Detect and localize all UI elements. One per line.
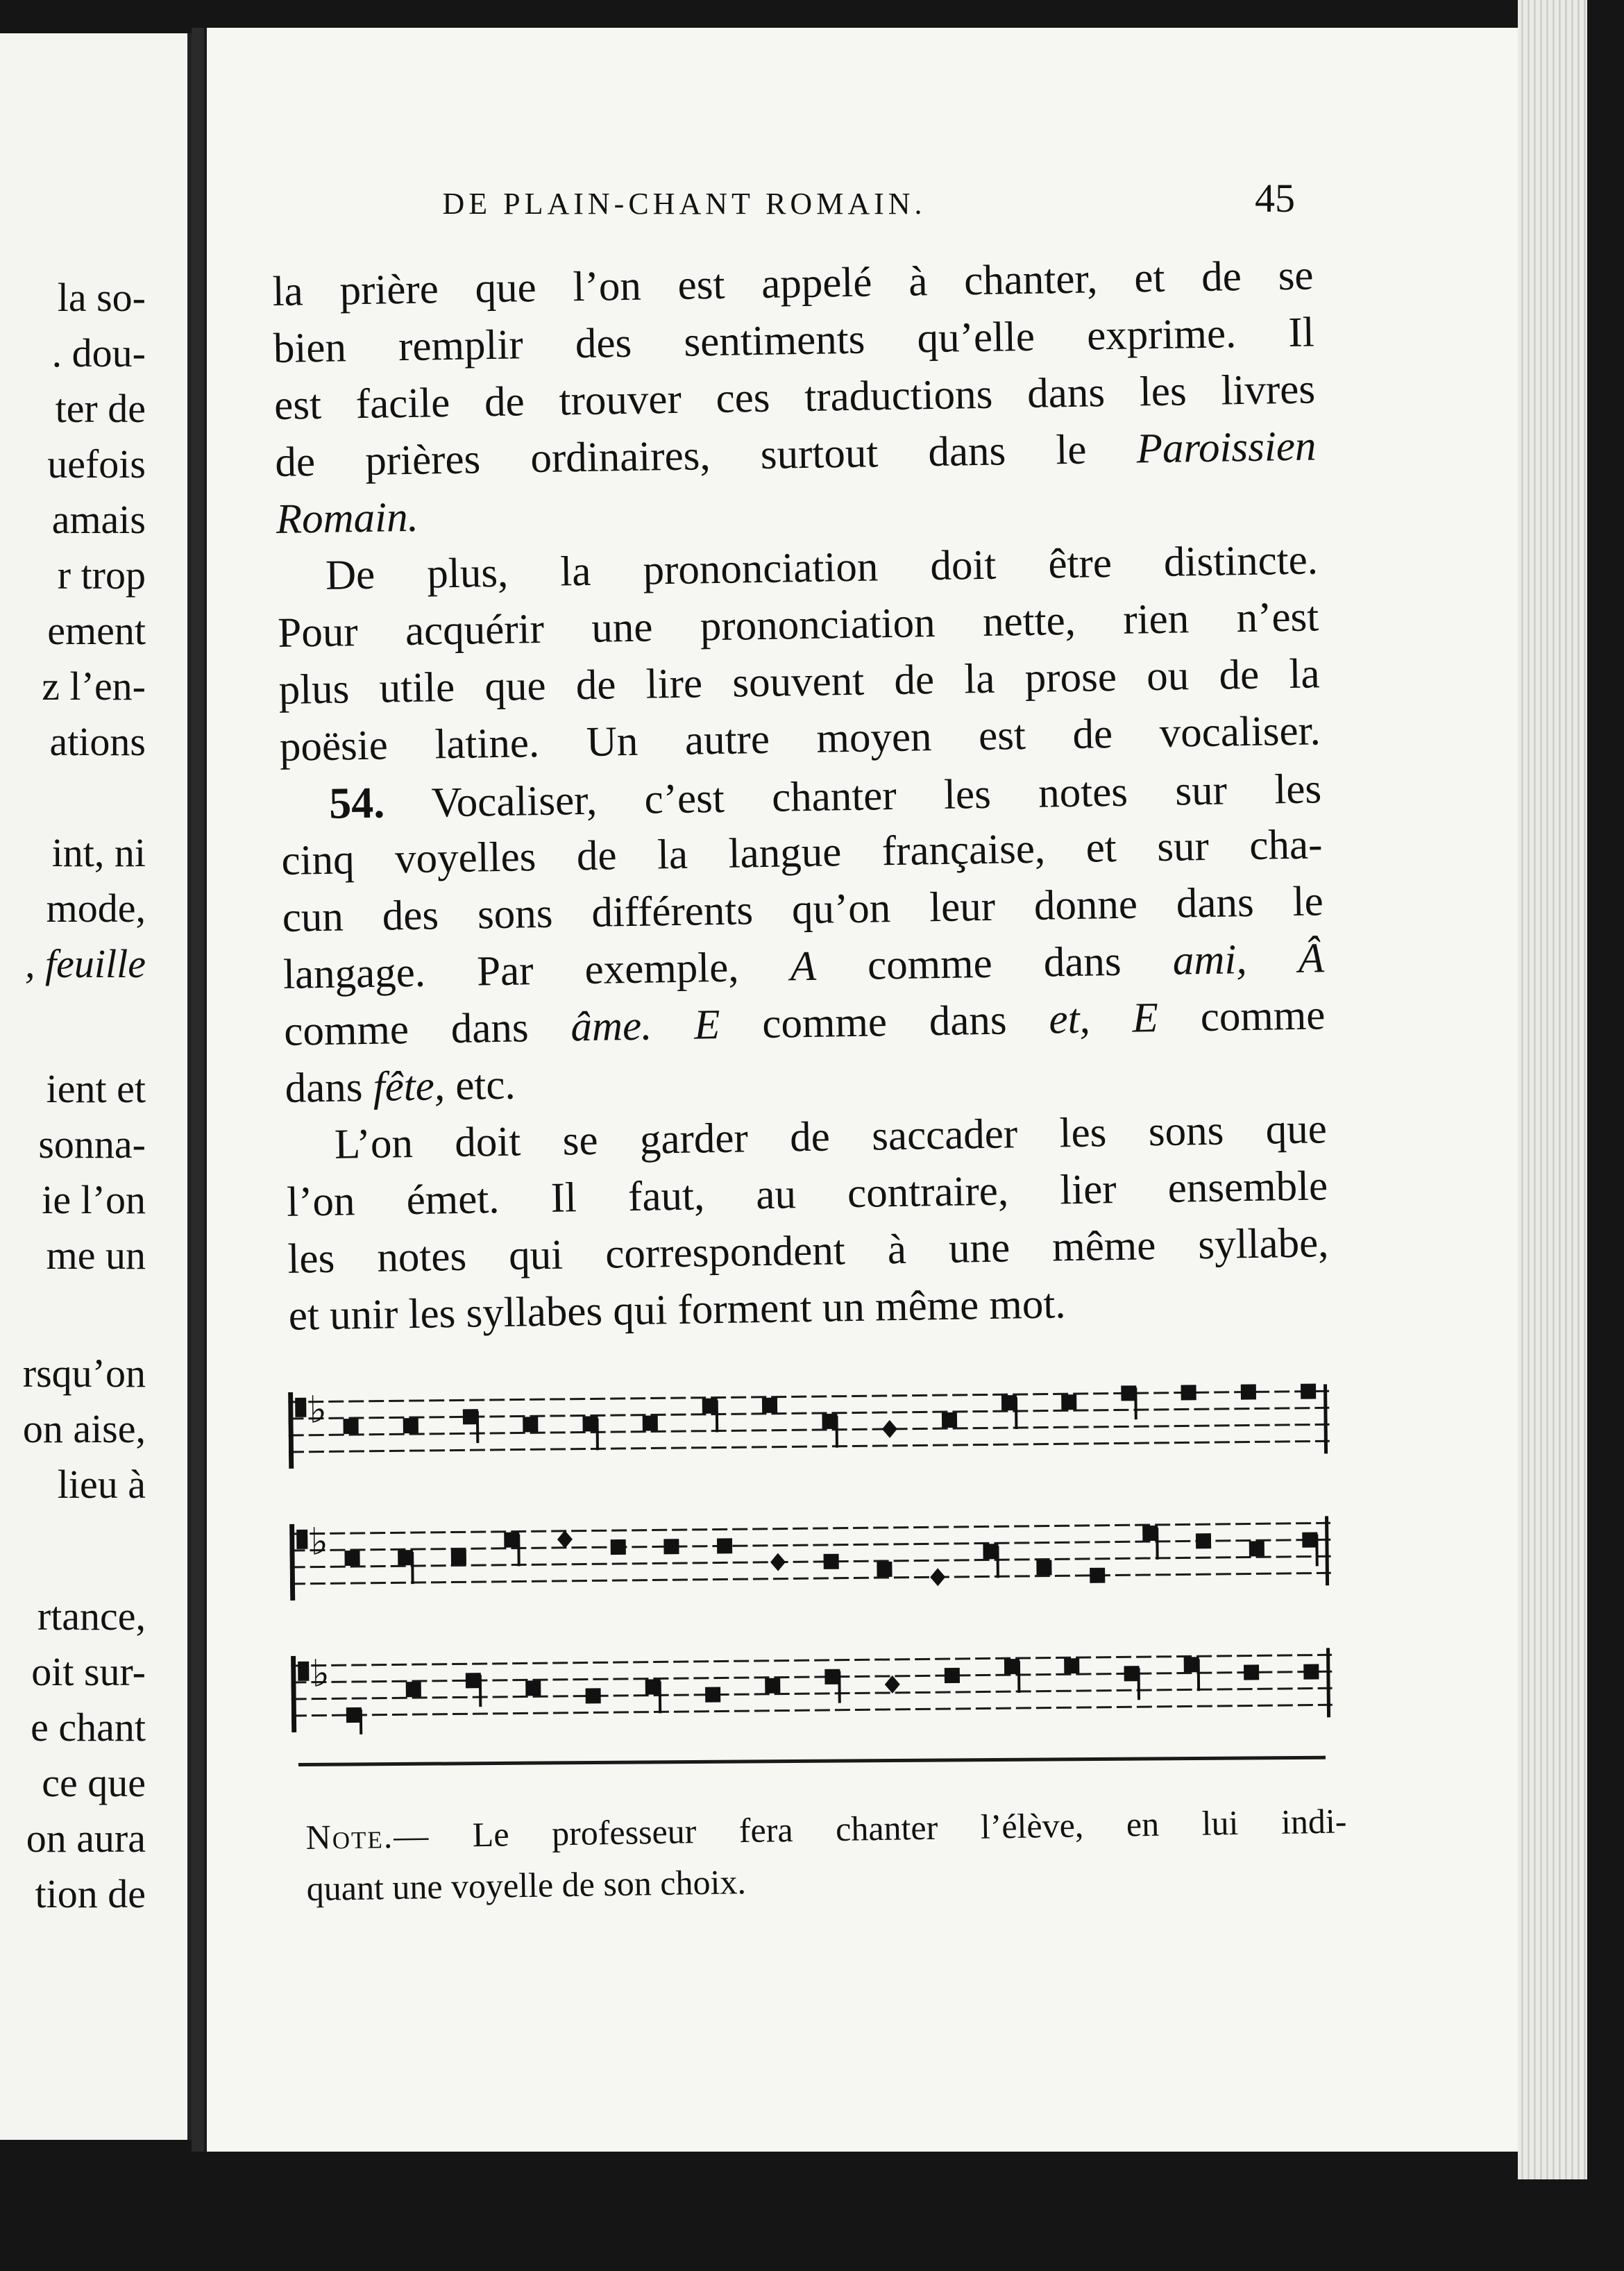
staff-start-bar xyxy=(291,1656,296,1732)
italic-title: Romain. xyxy=(276,493,419,543)
neume-punctum xyxy=(1001,1395,1017,1410)
left-page-fragment: oit sur- xyxy=(31,1649,146,1694)
left-page-fragment: mode, xyxy=(46,886,146,931)
staff-start-bar xyxy=(288,1392,294,1469)
neume-punctum xyxy=(663,1539,679,1554)
italic-vowel: Â xyxy=(1298,935,1325,982)
left-page-fragment: , feuille xyxy=(25,941,146,986)
italic-word: et, xyxy=(1048,995,1091,1043)
left-page-fragment: amais xyxy=(51,497,146,542)
neume-punctum xyxy=(406,1682,421,1697)
chant-staff-2 xyxy=(289,1509,1331,1603)
staff-line xyxy=(289,1424,1330,1435)
text-line: l’on émet. Il faut, au contraire, lier ensemble xyxy=(286,1163,1328,1226)
text-line: poësie latine. Un autre moyen est de vocaliser. xyxy=(279,707,1321,770)
staff-end-bar xyxy=(1323,1384,1328,1453)
flat-sign: ♭ xyxy=(311,1651,330,1696)
staff-line xyxy=(291,1688,1333,1699)
neume-punctum xyxy=(762,1398,777,1413)
text-span: langage. Par exemple, xyxy=(282,944,740,998)
neume-punctum xyxy=(403,1418,418,1433)
staff-line xyxy=(288,1391,1329,1402)
left-page-fragment: ie l’on xyxy=(42,1177,146,1222)
book-gutter xyxy=(192,28,204,2152)
neume-punctum xyxy=(463,1409,478,1424)
italic-title: Paroissien xyxy=(1136,423,1317,473)
neume-punctum xyxy=(824,1669,840,1685)
left-page-fragment: ter de xyxy=(55,386,146,431)
neume-stem xyxy=(1197,1659,1200,1691)
left-page-fragment: uefois xyxy=(47,441,146,487)
neume-punctum xyxy=(1004,1659,1020,1674)
neume-punctum xyxy=(1301,1383,1316,1399)
neume-punctum xyxy=(582,1416,598,1431)
neume-punctum xyxy=(1061,1394,1076,1410)
neume-stem xyxy=(1017,1661,1020,1693)
page-edges xyxy=(1518,0,1587,2179)
neume-punctum xyxy=(504,1533,519,1548)
clef xyxy=(295,1398,306,1417)
page-number: 45 xyxy=(1255,176,1295,221)
text-span: Vocaliser, c’est chanter les notes sur les xyxy=(431,766,1322,827)
text-line: Pour acquérir une prononciation nette, rien n’est xyxy=(277,593,1319,657)
italic-vowel: E xyxy=(1132,995,1159,1042)
text-span: comme dans xyxy=(867,938,1122,989)
neume-rhombus xyxy=(770,1553,786,1571)
neume-rhombus xyxy=(885,1675,900,1694)
text-line: les notes qui correspondent à une même syllabe, xyxy=(287,1219,1329,1283)
neume-punctum xyxy=(525,1680,541,1696)
italic-word: fête, xyxy=(373,1063,446,1111)
clef xyxy=(298,1662,309,1681)
flat-sign: ♭ xyxy=(308,1387,328,1432)
text-line: plus utile que de lire souvent de la prose ou de la xyxy=(278,650,1320,714)
neume-punctum xyxy=(983,1544,998,1559)
italic-vowel: A xyxy=(790,943,817,990)
neume-punctum xyxy=(1090,1568,1105,1583)
neume-punctum xyxy=(1121,1385,1136,1401)
left-page-fragment: me un xyxy=(46,1233,146,1278)
left-page-fragment: z l’en- xyxy=(42,664,146,709)
neume-punctum xyxy=(1036,1560,1051,1575)
neume-punctum xyxy=(1244,1664,1259,1680)
neume-punctum xyxy=(1184,1657,1199,1672)
staff-line xyxy=(291,1705,1333,1716)
left-page-fragment: la so- xyxy=(57,275,146,320)
italic-vowel: E xyxy=(693,1002,721,1049)
neume-stem xyxy=(659,1681,661,1713)
neume-stem xyxy=(1156,1528,1158,1560)
neume-punctum xyxy=(611,1539,626,1555)
neume-stem xyxy=(411,1552,414,1584)
left-page-fragment: e chant xyxy=(31,1705,146,1750)
left-page-fragment: lieu à xyxy=(57,1462,146,1507)
text-line: L’on doit se garder de saccader les sons que xyxy=(334,1106,1328,1168)
neume-punctum xyxy=(343,1419,358,1434)
neume-rhombus xyxy=(930,1568,945,1586)
neume-stem xyxy=(1015,1397,1017,1429)
text-line: la prière que l’on est appelé à chanter, et de se xyxy=(272,252,1314,315)
neume-punctum xyxy=(1241,1384,1256,1399)
left-page-fragment: on aura xyxy=(26,1816,146,1861)
left-page xyxy=(0,33,192,2140)
neume-stem xyxy=(716,1401,718,1433)
neume-stem xyxy=(517,1535,520,1567)
neume-punctum xyxy=(523,1417,538,1432)
neume-punctum xyxy=(877,1562,892,1577)
note-label: Note.— xyxy=(305,1816,430,1857)
text-line: et unir les syllabes qui forment un même mot. xyxy=(288,1281,1067,1340)
neume-stem xyxy=(1315,1534,1318,1566)
footnote xyxy=(305,1795,1348,1914)
text-span: comme dans xyxy=(283,1004,530,1055)
staff-line xyxy=(289,1523,1330,1534)
text-line: cinq voyelles de la langue française, et sur cha- xyxy=(280,821,1323,884)
neume-punctum xyxy=(398,1550,413,1565)
staff-end-bar xyxy=(1325,1516,1329,1585)
running-head: DE PLAIN-CHANT ROMAIN. xyxy=(442,187,927,221)
text-span: de prières ordinaires, surtout dans le xyxy=(274,426,1087,486)
staff-line xyxy=(289,1441,1330,1452)
text-span: etc. xyxy=(455,1061,516,1109)
neume-punctum xyxy=(705,1687,720,1702)
staff-line xyxy=(288,1408,1329,1419)
neume-punctum xyxy=(643,1415,658,1430)
neume-rhombus xyxy=(882,1420,897,1438)
neume-stem xyxy=(479,1675,482,1707)
staff-end-bar xyxy=(1326,1648,1330,1717)
neume-punctum xyxy=(1124,1666,1140,1681)
flat-sign: ♭ xyxy=(310,1519,329,1564)
neume-stem xyxy=(595,1418,598,1450)
left-page-fragment: int, ni xyxy=(51,830,146,875)
left-page-fragment: rtance, xyxy=(37,1594,146,1639)
left-page-fragment: tion de xyxy=(35,1871,146,1916)
text-line: est facile de trouver ces traductions dans les livres xyxy=(273,366,1316,429)
neume-punctum xyxy=(346,1707,362,1723)
italic-word: âme. xyxy=(570,1002,652,1051)
left-page-fragment: on aise, xyxy=(22,1406,146,1451)
staff-start-bar xyxy=(289,1524,295,1601)
left-page-fragment: ient et xyxy=(46,1066,146,1111)
neume-punctum xyxy=(1249,1541,1264,1556)
neume-punctum xyxy=(645,1679,661,1694)
left-page-fragment: rsqu’on xyxy=(22,1351,146,1396)
left-page-fragment: . dou- xyxy=(51,330,146,375)
neume-punctum xyxy=(1303,1664,1319,1679)
neume-stem xyxy=(476,1411,479,1443)
staff-line xyxy=(291,1671,1332,1682)
neume-punctum xyxy=(451,1549,466,1564)
neume-punctum xyxy=(822,1414,837,1429)
text-line: cun des sons différents qu’on leur donne dans le xyxy=(282,878,1324,941)
neume-stem xyxy=(835,1416,838,1448)
neume-stem xyxy=(360,1709,362,1735)
neume-punctum xyxy=(942,1412,957,1428)
text-span: comme xyxy=(1200,992,1326,1041)
neume-punctum xyxy=(702,1399,718,1414)
neume-punctum xyxy=(1302,1532,1317,1547)
section-number: 54. xyxy=(328,777,385,828)
chant-notation xyxy=(288,1377,1333,1777)
footnote-line: quant une voyelle de son choix. xyxy=(306,1862,747,1908)
neume-punctum xyxy=(945,1668,960,1683)
clef xyxy=(296,1530,307,1549)
left-page-fragment: ement xyxy=(47,608,146,653)
text-line: bien remplir des sentiments qu’elle exprime. Il xyxy=(273,309,1315,372)
chant-staff-3 xyxy=(291,1641,1333,1735)
left-page-fragment: sonna- xyxy=(38,1122,146,1167)
text-span: Le professeur fera chanter l’élève, en lui indi- xyxy=(472,1801,1347,1855)
chant-staff-1 xyxy=(288,1377,1330,1471)
neume-punctum xyxy=(717,1538,732,1553)
neume-punctum xyxy=(765,1678,780,1694)
neume-punctum xyxy=(1064,1658,1079,1673)
left-page-fragment: ations xyxy=(49,719,146,764)
neume-punctum xyxy=(824,1554,839,1569)
neume-punctum xyxy=(1142,1526,1158,1541)
text-span: comme dans xyxy=(761,997,1008,1048)
staff-line xyxy=(290,1573,1331,1584)
staff-line xyxy=(289,1539,1330,1551)
neume-stem xyxy=(1137,1668,1140,1700)
neume-stem xyxy=(1134,1387,1137,1419)
neume-rhombus xyxy=(557,1530,573,1548)
text-span: dans xyxy=(285,1064,364,1112)
neume-punctum xyxy=(586,1688,601,1703)
neume-punctum xyxy=(1196,1533,1211,1548)
neume-stem xyxy=(838,1671,840,1703)
left-page-fragment: r trop xyxy=(57,552,146,598)
text-line: De plus, la prononciation doit être distincte. xyxy=(325,537,1319,599)
body-text xyxy=(272,247,1330,1344)
neume-punctum xyxy=(344,1551,360,1566)
neume-punctum xyxy=(1181,1385,1196,1400)
neume-punctum xyxy=(466,1673,481,1688)
neume-stem xyxy=(996,1546,999,1578)
staff-line xyxy=(290,1556,1331,1567)
staff-line xyxy=(291,1655,1332,1666)
italic-word: ami, xyxy=(1172,936,1248,984)
left-page-fragment: ce que xyxy=(42,1760,146,1805)
